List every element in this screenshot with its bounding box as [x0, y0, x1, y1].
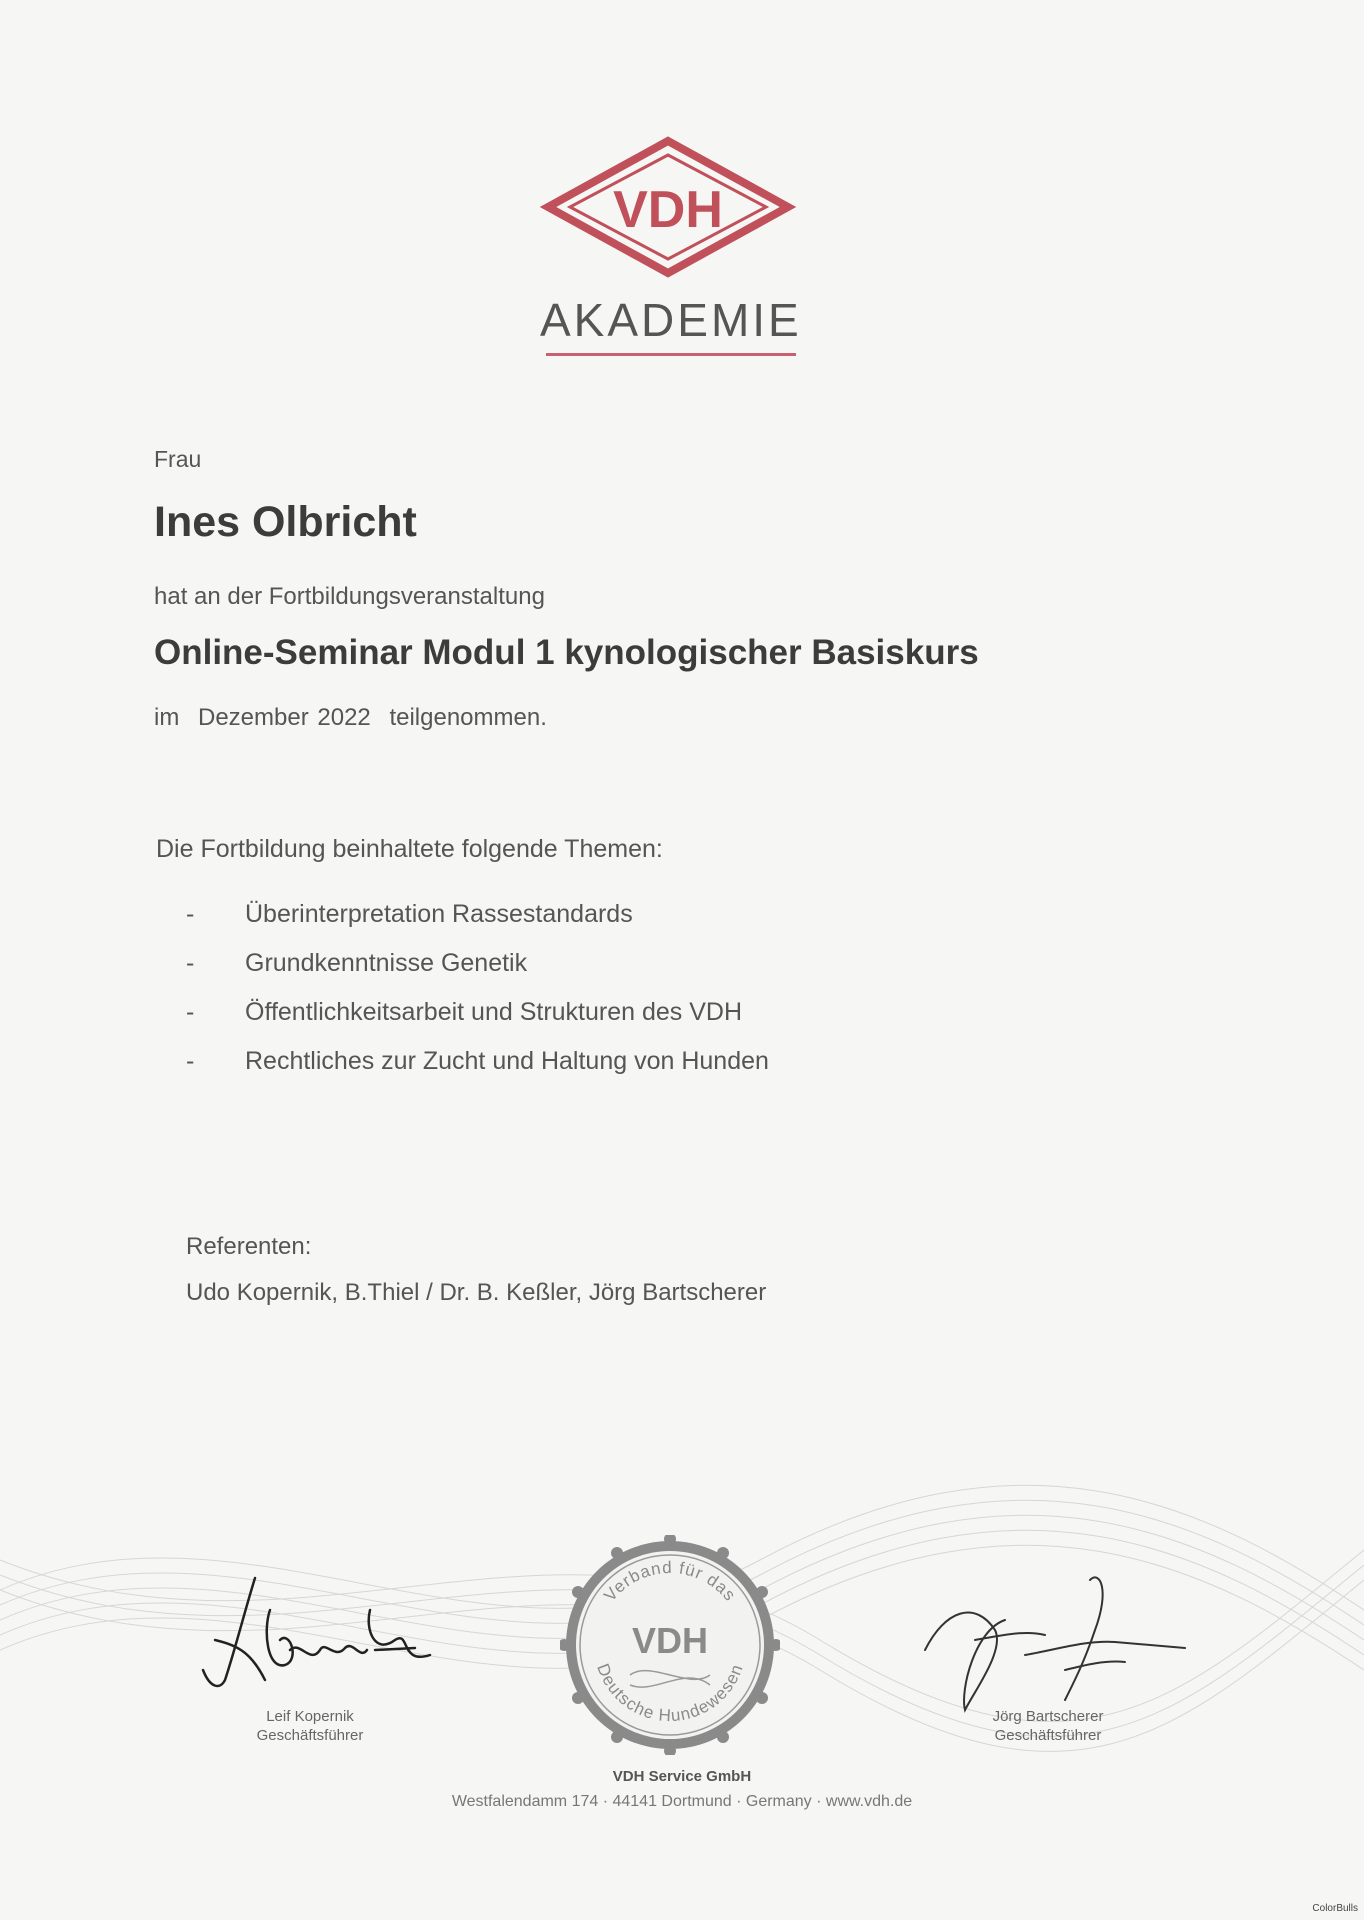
footer-company: VDH Service GmbH	[612, 1768, 752, 1785]
logo-underline	[546, 353, 796, 356]
signer-right-role: Geschäftsführer	[994, 1727, 1102, 1744]
signature-left-image	[195, 1570, 435, 1700]
speakers-names: Udo Kopernik, B.Thiel / Dr. B. Keßler, Jörg Bartscherer	[186, 1279, 767, 1306]
vdh-seal-icon	[560, 1535, 780, 1755]
recipient-name: Ines Olbricht	[154, 498, 417, 546]
salutation: Frau	[154, 446, 202, 472]
signer-left-role: Geschäftsführer	[256, 1727, 364, 1744]
topic-text: Öffentlichkeitsarbeit und Strukturen des VDH	[245, 998, 743, 1026]
topic-text: Rechtliches zur Zucht und Haltung von Hunden	[245, 1047, 769, 1075]
signer-left-name: Leif Kopernik	[266, 1708, 354, 1725]
topic-text: Überinterpretation Rassestandards	[245, 900, 633, 928]
svg-text:Verband für das: Verband für das	[600, 1557, 740, 1606]
list-bullet: -	[186, 998, 195, 1026]
signer-right-name: Jörg Bartscherer	[992, 1708, 1104, 1725]
list-bullet: -	[186, 949, 195, 977]
date-prefix: im	[154, 704, 180, 731]
course-date: Dezember 2022	[198, 704, 371, 731]
svg-text:VDH: VDH	[631, 1620, 709, 1661]
course-title: Online-Seminar Modul 1 kynologischer Basiskurs	[154, 633, 979, 672]
svg-text:VDH: VDH	[613, 181, 723, 239]
participation-intro: hat an der Fortbildungsveranstaltung	[154, 583, 545, 610]
date-suffix: teilgenommen.	[389, 704, 547, 731]
logo-subtitle: AKADEMIE	[540, 294, 802, 346]
signature-right-image	[915, 1570, 1215, 1720]
signature-left-caption	[220, 1707, 400, 1745]
scanner-watermark: ColorBulls	[1312, 1903, 1358, 1914]
list-bullet: -	[186, 1047, 195, 1075]
signature-right-caption	[968, 1707, 1128, 1745]
vdh-diamond-logo-icon	[540, 135, 796, 285]
list-bullet: -	[186, 900, 195, 928]
vdh-akademie-logo	[540, 135, 810, 365]
svg-text:Deutsche Hundewesen: Deutsche Hundewesen	[593, 1661, 747, 1726]
speakers-label: Referenten:	[186, 1233, 312, 1260]
footer-address: Westfalendamm 174 · 44141 Dortmund · Germany · www.vdh.de	[451, 1793, 913, 1810]
topics-heading: Die Fortbildung beinhaltete folgende Themen:	[156, 835, 663, 863]
date-line	[154, 704, 557, 732]
topic-text: Grundkenntnisse Genetik	[245, 949, 528, 977]
